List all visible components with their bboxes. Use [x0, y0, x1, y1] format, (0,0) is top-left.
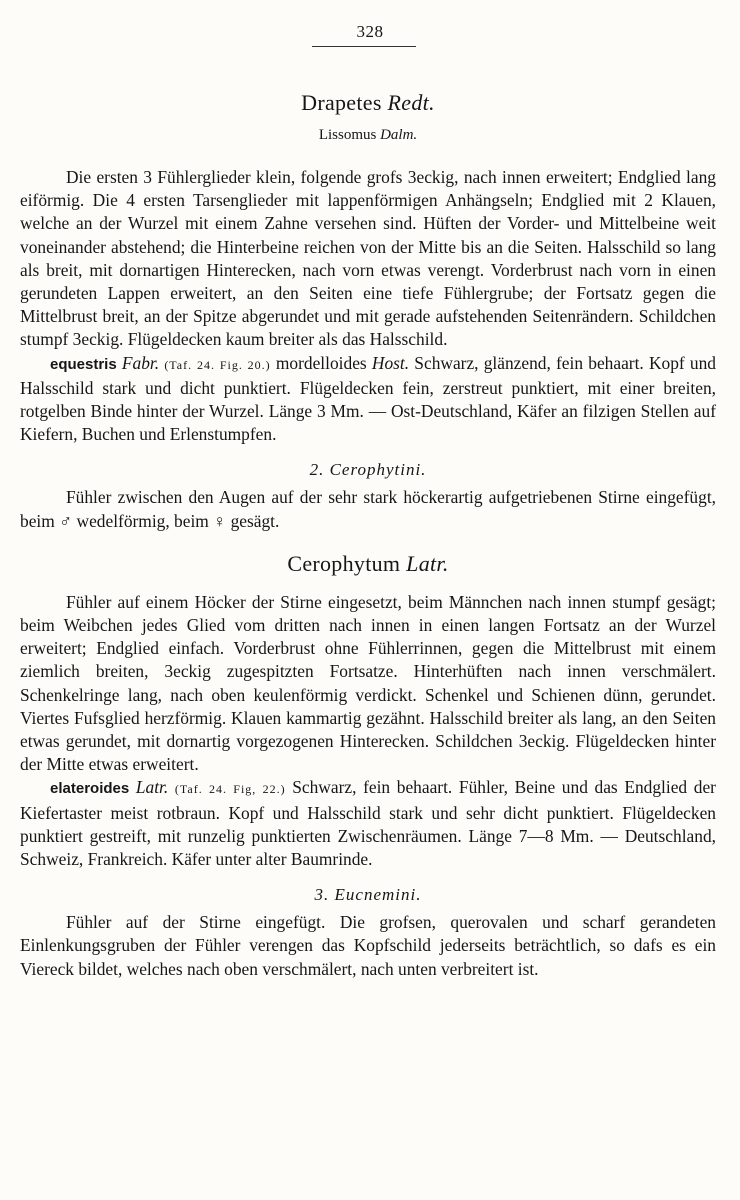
species-entry-elateroides — [20, 776, 716, 871]
genus-name: Cerophytum — [287, 550, 401, 576]
genus-title-cerophytum — [20, 549, 716, 579]
species-description: Schwarz, glänzend, fein behaart. Kopf und Halsschild stark und dicht punktiert. Flügeldecken fein, zerstreut punktiert, mit einer breiten, rotgelben Binde hinter der Wurzel. Länge 3 Mm. — Ost-Deutschland, Käfer an filzigen Stellen auf Kiefern, Buchen und Erlenstumpfen. — [20, 352, 716, 445]
synonym-authority: Dalm. — [380, 127, 418, 143]
genus-authority: Redt. — [387, 90, 435, 115]
tribe-heading-cerophytini: 2. Cerophytini. — [309, 460, 427, 480]
tribe-description-eucnemini: Fühler auf der Stirne eingefügt. Die grofsen, querovalen und scharf gerandeten Einlenkungsgruben der Fühler verengen das Kopfschild jederseits beträchtlich, so dafs es ein Viereck bildet, welches nach oben verschmälert, nach unten verbreitert ist. — [20, 912, 716, 979]
species-authority: Latr. — [135, 777, 169, 798]
species-name: elateroides — [50, 780, 130, 798]
species-name: equestris — [50, 355, 117, 373]
page-number-rule — [312, 46, 416, 47]
tribe-heading-eucnemini: 3. Eucnemini. — [314, 885, 422, 905]
page-content — [20, 88, 716, 981]
species-description: Schwarz, fein behaart. Fühler, Beine und das Endglied der Kiefertaster meist rotbraun. Kopf und Halsschild stark und sehr dicht punktiert. Flügeldecken punktiert gestreift, mit runzelig punktierten Zwischenräumen. Länge 7—8 Mm. — Deutschland, Schweiz, Frankreich. Käfer unter alter Baumrinde. — [20, 777, 716, 870]
genus-description-cerophytum: Fühler auf einem Höcker der Stirne eingesetzt, beim Männchen nach innen stumpf gesägt; beim Weibchen jedes Glied vom dritten nach innen in einen langen Fortsatz an der Wurzel erweitert; Endglied einfach. Vorderbrust ohne Fühlerrinnen, gegen die Mittelbrust mit einem ziemlich breiten, 3eckig zugespitzten Fortsatze. Hinterhüften nach innen verschmälert. Schenkelringe lang, nach oben keulenförmig verdickt. Schenkel und Schienen dünn, gerundet. Viertes Fufsglied herzförmig. Klauen kammartig gezähnt. Halsschild breiter als lang, an den Seiten etwas gerundet, mit dornartig vorgezogenen Hinterecken. Schildchen 3eckig. Flügeldecken hinter der Mitte etwas erweitert. — [20, 591, 716, 775]
genus-description-drapetes: Die ersten 3 Fühlerglieder klein, folgende grofs 3eckig, nach innen erweitert; Endglied lang eiförmig. Die 4 ersten Tarsenglieder mit lappenförmigen Anhängseln; Endglied mit 2 Klauen, welche an der Wurzel mit einem Zahne versehen sind. Hüften der Vorder- und Mittelbeine weit voneinander abstehend; die Hinterbeine reichen von der Mitte bis an die Seiten. Halsschild so lang als breit, mit dornartigen Hinterecken, nach vorn etwas verengt. Vorderbrust nach vorn in einen gerundeten Lappen erweitert, an den Seiten eine tiefe Fühlergrube; der Fortsatz gegen die Mittelbrust breit, an der Spitze abgerundet und mit gerade aufstehenden Seitenrändern. Schildchen stumpf 3eckig. Flügeldecken kaum breiter als das Halsschild. — [20, 167, 716, 350]
page-number: 328 — [356, 22, 384, 41]
species-authority: Fabr. — [121, 352, 160, 373]
tribe-description-cerophytini: Fühler zwischen den Augen auf der sehr stark höckerartig aufgetriebenen Stirne eingefügt, beim ♂ wedelförmig, beim ♀ gesägt. — [20, 487, 716, 531]
figure-reference: (Taf. 24. Fig. 20.) — [164, 357, 271, 372]
figure-reference: (Taf. 24. Fig, 22.) — [174, 782, 286, 797]
genus-authority: Latr. — [406, 550, 449, 576]
genus-name: Drapetes — [301, 90, 382, 115]
species-synonym: mordelloides — [275, 352, 367, 373]
genus-synonym-drapetes — [20, 124, 716, 146]
synonym-name: Lissomus — [318, 127, 377, 143]
species-synonym-authority: Host. — [371, 352, 410, 373]
species-entry-equestris — [20, 352, 716, 447]
genus-title-drapetes — [20, 88, 716, 118]
